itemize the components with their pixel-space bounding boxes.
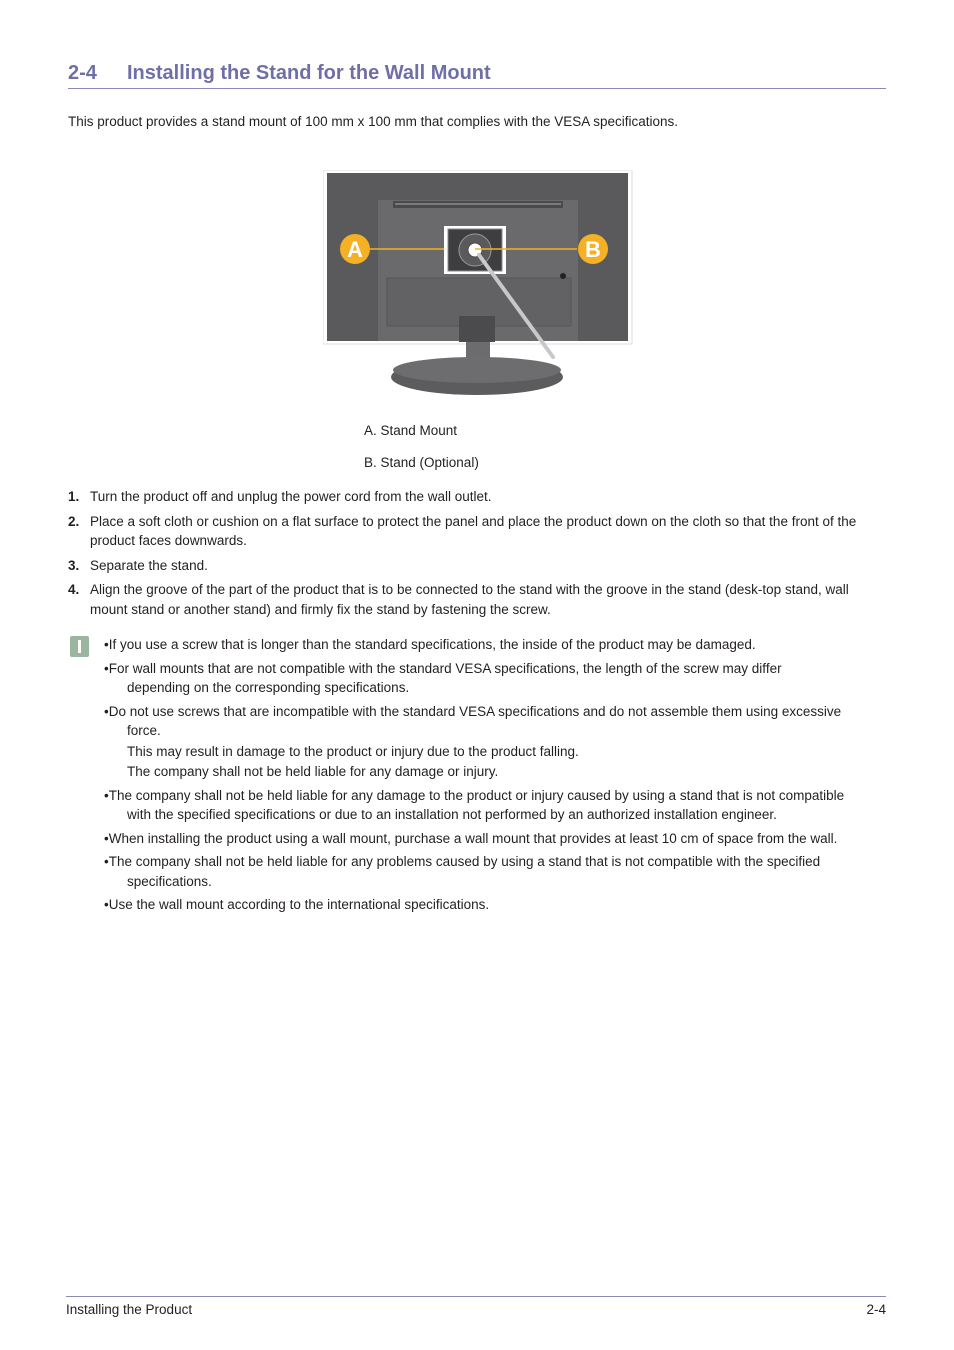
step-number: 2.	[68, 513, 80, 529]
monitor-back-illustration	[323, 170, 633, 400]
intro-paragraph: This product provides a stand mount of 100 mm x 100 mm that complies with the VESA specifications.	[68, 114, 679, 129]
step-text: Separate the stand.	[90, 557, 208, 573]
caption-stand-optional: B. Stand (Optional)	[364, 455, 479, 470]
callout-a-label: A	[347, 237, 363, 262]
note-continuation: specifications.	[127, 873, 212, 889]
note-extra: The company shall not be held liable for any damage or injury.	[127, 764, 499, 779]
note-item	[104, 829, 894, 849]
step-text: Align the groove of the part of the product that is to be connected to the stand with the groove in the stand (desk-top stand, wall mount stand or another stand) and firmly fix the stand by fastening the screw.	[90, 582, 849, 617]
callout-b-label: B	[585, 237, 601, 262]
step-number: 1.	[68, 489, 80, 504]
section-title: Installing the Stand for the Wall Mount	[127, 62, 491, 84]
footer-chapter: Installing the Product	[66, 1302, 193, 1317]
note-continuation: force.	[127, 723, 161, 738]
step-item	[68, 512, 886, 551]
section-number: 2-4	[68, 62, 97, 84]
footer-page-number: 2-4	[866, 1302, 886, 1317]
note-text: •For wall mounts that are not compatible with the standard VESA specifications, the length of the screw may differ	[104, 660, 782, 676]
note-text: •The company shall not be held liable for any damage to the product or injury caused by using a stand that is not compatible	[104, 787, 845, 803]
caution-note-icon	[70, 636, 89, 657]
note-item	[104, 635, 894, 655]
note-item	[104, 895, 894, 915]
step-text: Turn the product off and unplug the power cord from the wall outlet.	[90, 489, 492, 504]
step-item	[68, 580, 886, 619]
step-number: 3.	[68, 557, 80, 573]
note-text: •Use the wall mount according to the international specifications.	[104, 897, 490, 912]
section-heading	[68, 62, 886, 89]
monitor-back-svg	[323, 170, 633, 400]
note-item	[104, 786, 894, 825]
note-item	[104, 702, 894, 782]
step-number: 4.	[68, 582, 80, 597]
page-footer	[66, 1296, 886, 1317]
instruction-steps	[68, 487, 886, 624]
note-extra: This may result in damage to the product or injury due to the product falling.	[127, 743, 579, 759]
note-item	[104, 852, 894, 891]
note-text: •The company shall not be held liable for any problems caused by using a stand that is not compatible with the specified	[104, 854, 821, 869]
note-text: •When installing the product using a wall mount, purchase a wall mount that provides at least 10 cm of space from the wall.	[104, 830, 838, 846]
note-text: •If you use a screw that is longer than the standard specifications, the inside of the product may be damaged.	[104, 637, 756, 652]
note-continuation: depending on the corresponding specifications.	[127, 680, 410, 695]
step-text: Place a soft cloth or cushion on a flat surface to protect the panel and place the product down on the cloth so that the front of the product faces downwards.	[90, 513, 857, 548]
caption-stand-mount: A. Stand Mount	[364, 423, 458, 438]
note-item	[104, 659, 894, 698]
caution-notes	[104, 635, 894, 919]
step-item	[68, 487, 886, 507]
note-text: •Do not use screws that are incompatible with the standard VESA specifications and do not assemble them using excessive	[104, 703, 842, 719]
step-item	[68, 556, 886, 576]
note-continuation: with the specified specifications or due to an installation not performed by an authorized installation engineer.	[127, 807, 777, 822]
